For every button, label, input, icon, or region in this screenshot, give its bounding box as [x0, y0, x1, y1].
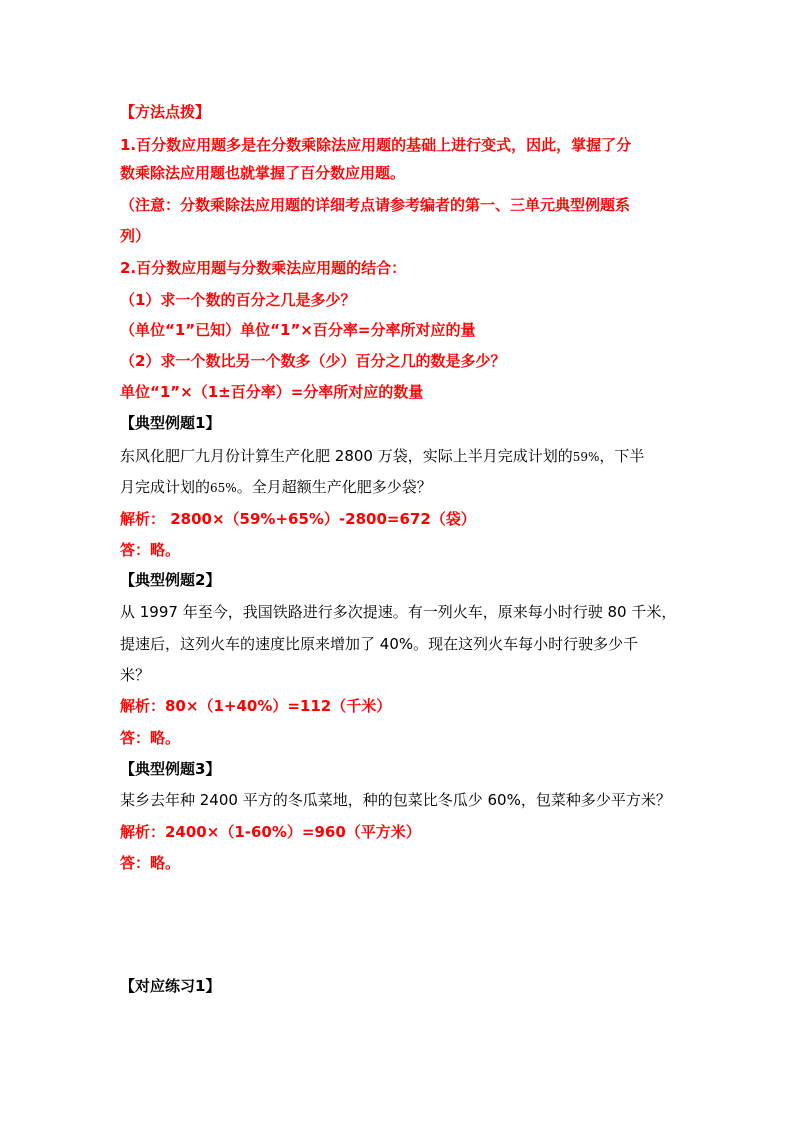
example3-solution: 解析：2400×（1-60%）=960（平方米）	[120, 823, 421, 841]
example2-heading: 【典型例题2】	[120, 571, 221, 589]
example3-question-line1: 某乡去年种 2400 平方的冬瓜菜地，种的包菜比冬瓜少 60%，包菜种多少平方米？	[120, 791, 671, 809]
method-note-line2: 列）	[120, 227, 151, 245]
example1-question-text1: 东风化肥厂九月份计算生产化肥 2800 万袋，实际上半月完成计划的	[120, 447, 573, 465]
example1-answer: 答：略。	[120, 541, 181, 559]
example2-question-line3: 米？	[120, 666, 151, 684]
example1-question-text2: ，下半	[599, 447, 645, 465]
method-note-line1: （注意：分数乘除法应用题的详细考点请参考编者的第一、三单元典型例题系	[120, 196, 631, 214]
method-case2-title: （2）求一个数比另一个数多（少）百分之几的数是多少？	[120, 352, 506, 370]
method-point2: 2.百分数应用题与分数乘法应用题的结合：	[120, 259, 407, 277]
method-point1-line1: 1.百分数应用题多是在分数乘除法应用题的基础上进行变式，因此，掌握了分	[120, 136, 632, 154]
method-case2-formula: 单位“1”×（1±百分率）=分率所对应的数量	[120, 383, 424, 401]
example2-answer: 答：略。	[120, 729, 181, 747]
method-case1-title: （1）求一个数的百分之几是多少？	[120, 291, 356, 309]
example1-heading: 【典型例题1】	[120, 414, 221, 432]
practice1-heading: 【对应练习1】	[120, 977, 221, 995]
example2-solution: 解析：80×（1+40%）=112（千米）	[120, 697, 392, 715]
example1-question-line2	[120, 477, 680, 498]
example3-answer: 答：略。	[120, 854, 181, 872]
example3-heading: 【典型例题3】	[120, 760, 221, 778]
example1-percent2: 65%	[210, 481, 237, 495]
method-heading: 【方法点拨】	[120, 103, 211, 121]
example1-solution: 解析： 2800×（59%+65%）-2800=672（袋）	[120, 510, 476, 528]
method-point1-line2: 数乘除法应用题也就掌握了百分数应用题。	[120, 164, 406, 182]
example1-question-text3: 月完成计划的	[120, 478, 211, 496]
method-case1-formula: （单位“1”已知）单位“1”×百分率=分率所对应的量	[120, 321, 476, 339]
example2-question-line1: 从 1997 年至今，我国铁路进行多次提速。有一列火车，原来每小时行驶 80 千米，	[120, 603, 677, 621]
example1-question-text4: 。全月超额生产化肥多少袋？	[236, 478, 432, 496]
example1-question-line1	[120, 446, 680, 467]
example2-question-line2: 提速后，这列火车的速度比原来增加了 40%。现在这列火车每小时行驶多少千	[120, 635, 639, 653]
example1-percent1: 59%	[572, 450, 600, 464]
